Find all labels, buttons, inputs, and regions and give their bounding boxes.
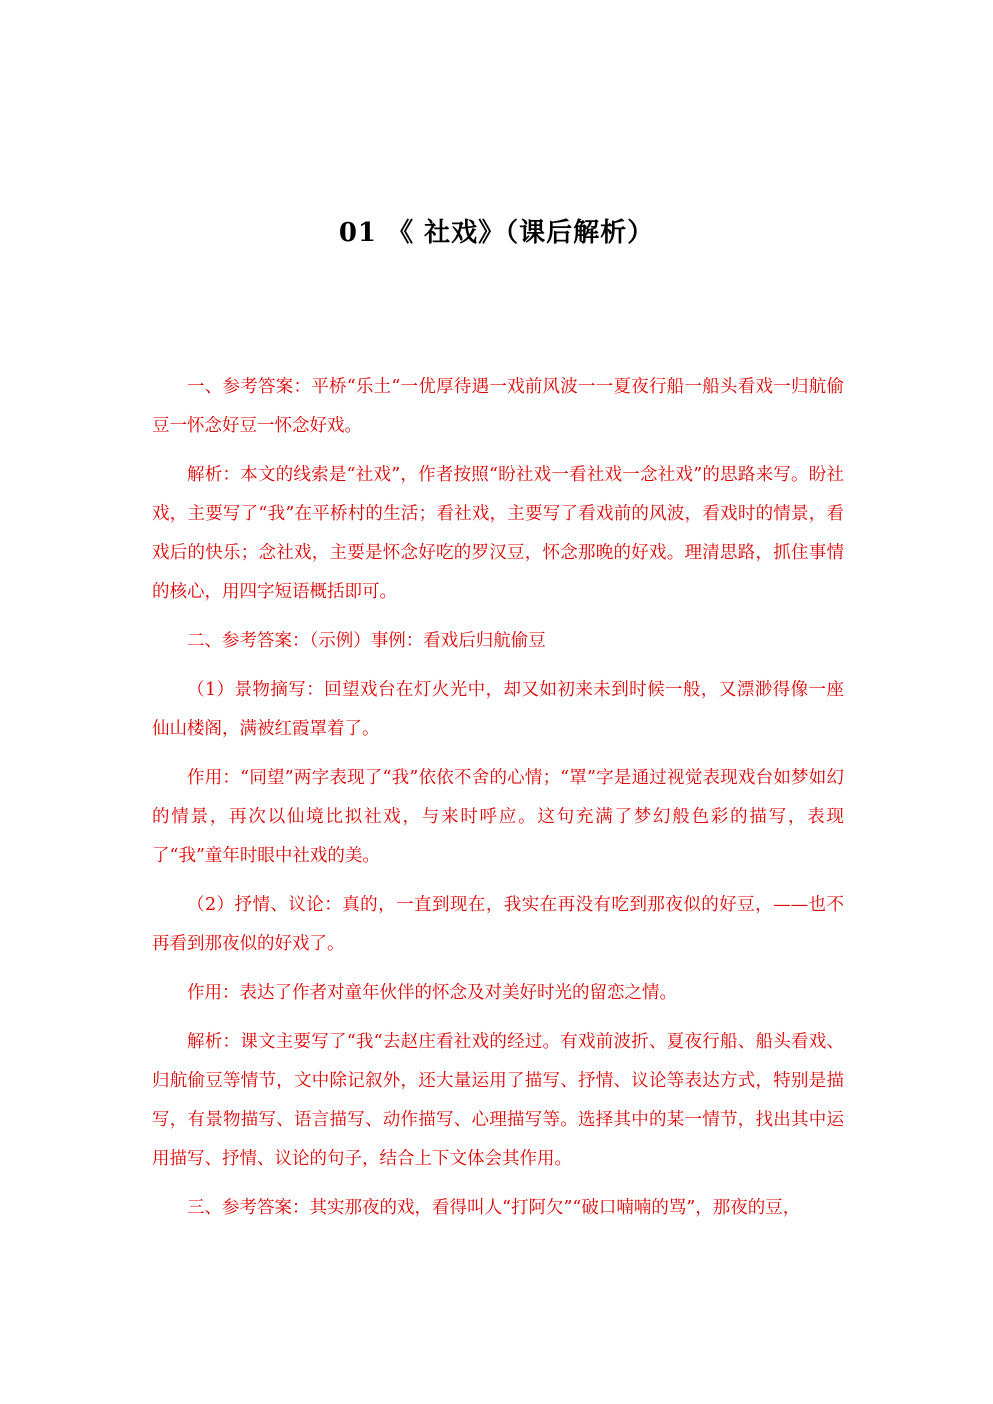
effect-2: 作用：表达了作者对童年伙伴的怀念及对美好时光的留恋之情。 [187, 983, 677, 1003]
answer-1: 一、参考答案：平桥“乐土“一优厚待遇一戏前风波一一夏夜行船一船头看戏一归航偷豆一怀念好豆一怀念好戏。 [152, 377, 844, 436]
answer-3: 三、参考答案：其实那夜的戏，看得叫人“打阿欠”“破口喃喃的骂”，那夜的豆， [187, 1198, 801, 1218]
analysis-1: 解析：本文的线索是“社戏”，作者按照“盼社戏一看社戏一念社戏”的思路来写。盼社戏，主要写了“我”在平桥村的生活；看社戏，主要写了看戏前的风波，看戏时的情景，看戏后的快乐；念社戏，主要是怀念好吃的罗汉豆，怀念那晚的好戏。理清思路，抓住事情的核心，用四字短语概括即可。 [152, 465, 844, 602]
answer-body [152, 368, 844, 1238]
lyric-comment: （2）抒情、议论：真的，一直到现在，我实在再没有吃到那夜似的好豆，——也不再看到那夜似的好戏了。 [152, 895, 844, 954]
scenery-description: （1）景物摘写：回望戏台在灯火光中，却又如初来未到时候一般，又漂渺得像一座仙山楼阁，满被红霞罩着了。 [152, 680, 844, 739]
effect-1: 作用：“同望”两字表现了“我”依依不舍的心情；“罩”字是通过视觉表现戏台如梦如幻的情景，再次以仙境比拟社戏，与来时呼应。这句充满了梦幻般色彩的描写，表现了“我”童年时眼中社戏的美。 [152, 768, 844, 866]
answer-2: 二、参考答案：（示例）事例：看戏后归航偷豆 [187, 631, 546, 651]
analysis-2: 解析：课文主要写了“我“去赵庄看社戏的经过。有戏前波折、夏夜行船、船头看戏、归航偷豆等情节，文中除记叙外，还大量运用了描写、抒情、议论等表达方式，特别是描写，有景物描写、语言描写、动作描写、心理描写等。选择其中的某一情节，找出其中运用描写、抒情、议论的句子，结合上下文体会其作用。 [152, 1032, 844, 1169]
page-title: 01 《 社戏》（课后解析） [338, 218, 655, 248]
